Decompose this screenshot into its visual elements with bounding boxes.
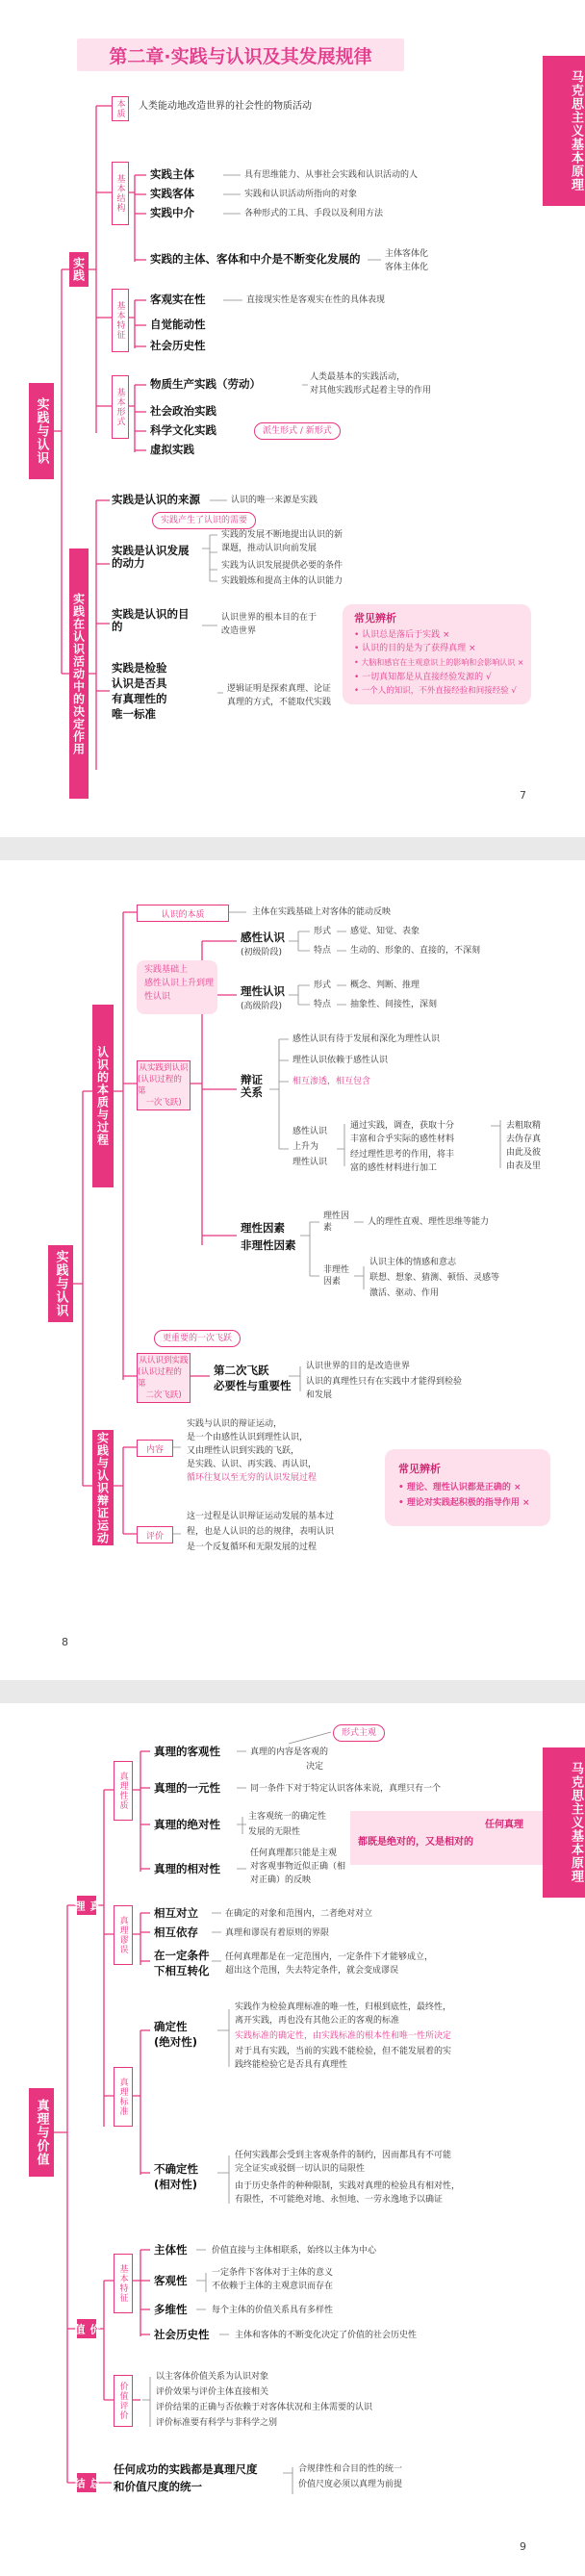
truth-unity: 真理的一元性 xyxy=(154,1781,220,1795)
certain-desc-4: 对于具有实践，当前的实践不能检验，但不能发展着的实 xyxy=(235,2047,452,2056)
first-note-1: 实践基础上 xyxy=(144,965,189,975)
form-material-desc-1: 人类最基本的实践活动， xyxy=(310,372,406,382)
branch-truth: 真理 xyxy=(77,1896,96,1915)
uncertain-desc-1: 任何实践都会受到主客观条件的制约，因而都具有不可能 xyxy=(235,2151,452,2160)
purpose: 实践是认识的目的 xyxy=(112,607,190,633)
analysis-line-2: • 认识的目的是为了获得真理 × xyxy=(354,644,476,653)
second-leap-note: 更重要的一次飞跃 xyxy=(154,1330,241,1347)
te-transform-desc-2: 超出这个范围，失去特定条件，就会变成谬误 xyxy=(225,1966,399,1976)
perceptual-feature-label: 特点 xyxy=(314,946,332,956)
rational-feature: 抽象性、间接性，深刻 xyxy=(350,1000,438,1009)
eval-3: 是一个反复循环和无限发展的过程 xyxy=(187,1543,318,1552)
truth-relative: 真理的相对性 xyxy=(154,1862,220,1875)
branch-decisive-role: 实践在认识活动中的决定作用 xyxy=(69,548,89,799)
standard-desc-1: 逻辑证明是探索真理、论证 xyxy=(227,684,332,694)
label-value-features: 基本特征 xyxy=(114,2254,133,2313)
label-content: 内容 xyxy=(137,1440,173,1457)
value-eval-1: 以主客体价值关系为认识对象 xyxy=(156,2372,269,2382)
truth-rel-note xyxy=(350,1811,543,1865)
truth-rel-desc-1: 任何真理都只能是主观 xyxy=(250,1849,338,1858)
up-right-2: 去伪存真 xyxy=(506,1135,542,1144)
factors-1: 理性因素 xyxy=(241,1221,285,1235)
label-truth-nature: 真理性质 xyxy=(114,1761,133,1821)
rational-feature-label: 特点 xyxy=(314,1000,332,1009)
power-desc-2: 课题，推动认识向前发展 xyxy=(221,544,318,553)
analysis-title-p2: 常见辨析 xyxy=(398,1463,441,1475)
analysis-note-p1 xyxy=(343,604,531,704)
value-subjectivity-desc: 价值直接与主体相联系，始终以主体为中心 xyxy=(212,2246,377,2256)
summary-desc-2: 价值尺度必须以真理为前提 xyxy=(298,2480,403,2489)
root-practice-cognition-p2: 实践与认识 xyxy=(48,1245,73,1322)
up-4: 富的感性材料进行加工 xyxy=(350,1163,438,1173)
uncertain-desc-2: 完全证实或驳倒一切认识的局限性 xyxy=(235,2164,366,2174)
branch-essence-process: 认识的本质与过程 xyxy=(92,1005,114,1187)
page-9 xyxy=(0,1703,585,2576)
certain-desc-1: 实践作为检验真理标准的唯一性，归根到底性，最终性， xyxy=(235,2002,452,2012)
truth-unity-desc: 同一条件下对于特定认识客体来说，真理只有一个 xyxy=(250,1784,442,1794)
value-obj-desc-1: 一定条件下客体对于主体的意义 xyxy=(212,2268,334,2278)
value-eval-2: 评价效果与评价主体直接相关 xyxy=(156,2387,269,2397)
form-virtual: 虚拟实践 xyxy=(150,443,194,456)
truth-rel-desc-2: 对客观事物近似正确（相 xyxy=(250,1862,346,1872)
label-features: 基本特征 xyxy=(112,289,129,352)
te-opposed-desc: 在确定的对象和范围内，二者绝对对立 xyxy=(225,1909,373,1919)
power-desc-1: 实践的发展不断地提出认识的新 xyxy=(221,530,343,540)
first-note-3: 性认识 xyxy=(144,992,171,1002)
value-history: 社会历史性 xyxy=(154,2328,210,2341)
source: 实践是认识的来源 xyxy=(112,493,200,506)
value-eval-3: 评价结果的正确与否依赖于对客体状况和主体需要的认识 xyxy=(156,2403,373,2412)
factor-rational: 理性因素 xyxy=(323,1211,350,1233)
eval-1: 这一过程是认识辩证运动发展的基本过 xyxy=(187,1512,335,1521)
content-3: 又由理性认识到实践的飞跃， xyxy=(187,1446,300,1456)
analysis-line-4: • 一切真知都是从直接经验发源的 √ xyxy=(354,673,492,682)
first-leap-box: 从实践到认识 (认识过程的第 一次飞跃) xyxy=(137,1060,191,1110)
second-desc-2: 认识的真理性只有在实践中才能得到检验 xyxy=(306,1377,463,1387)
uncertain-1: 不确定性 xyxy=(154,2162,198,2176)
feature-objective: 客观实在性 xyxy=(150,293,206,306)
summary-desc-1: 合规律性和合目的性的统一 xyxy=(298,2464,403,2474)
value-multi: 多维性 xyxy=(154,2303,188,2316)
label-evaluation: 评价 xyxy=(137,1526,173,1543)
form-material: 物质生产实践（劳动） xyxy=(150,377,261,391)
certain-1: 确定性 xyxy=(154,2020,188,2033)
power-desc-3: 实践为认识发展提供必要的条件 xyxy=(221,561,343,571)
up-2: 丰富和合乎实际的感性材料 xyxy=(350,1135,455,1144)
branch-dialectic-movement: 实践与认识辩证运动 xyxy=(92,1430,114,1545)
perceptual-form: 感觉、知觉、表象 xyxy=(350,927,420,936)
te-opposed: 相互对立 xyxy=(154,1906,198,1920)
mediator: 实践中介 xyxy=(150,206,194,219)
decide-label: 决定 xyxy=(306,1762,324,1772)
summary-title-1: 任何成功的实践都是真理尺度 xyxy=(114,2462,258,2476)
analysis-line-1: • 认识总是落后于实践 × xyxy=(354,630,450,640)
subject-desc: 具有思维能力、从事社会实践和认识活动的人 xyxy=(244,170,419,180)
perceptual: 感性认识 xyxy=(241,931,285,944)
analysis-p2-line-2: • 理论对实践起积极的指导作用 × xyxy=(398,1498,530,1508)
side-tab-p3: 马克思主义基本原理 xyxy=(543,1747,585,1898)
truth-absolute: 真理的绝对性 xyxy=(154,1818,220,1831)
factor-irr-desc-1: 认识主体的情感和意志 xyxy=(369,1258,457,1267)
te-dependent-desc: 真理和谬误有着原则的界限 xyxy=(225,1928,330,1938)
standard-4: 唯一标准 xyxy=(112,707,156,721)
truth-objectivity: 真理的客观性 xyxy=(154,1745,220,1758)
truth-abs-desc-2: 发展的无限性 xyxy=(248,1827,301,1837)
certain-desc-5: 践终能检验它是否具有真理性 xyxy=(235,2060,348,2070)
value-obj-desc-2: 不依赖于主体的主观意识而存在 xyxy=(212,2282,334,2291)
mediator-desc: 各种形式的工具、手段以及利用方法 xyxy=(244,209,384,218)
label-cognition-essence: 认识的本质 xyxy=(137,905,229,922)
second-desc-1: 认识世界的目的是改造世界 xyxy=(306,1362,411,1371)
dialectic-relation: 辩证关系 xyxy=(241,1073,263,1099)
truth-rel-note2: 任何真理 xyxy=(485,1820,523,1830)
rational-sub: (高级阶段) xyxy=(241,1002,283,1011)
factor-rational-desc: 人的理性直观、理性思维等能力 xyxy=(368,1217,490,1227)
analysis-title: 常见辨析 xyxy=(354,612,396,625)
value-objectivity: 客观性 xyxy=(154,2274,188,2287)
relation: 实践的主体、客体和中介是不断变化发展的 xyxy=(150,252,361,266)
branch-practice: 实践 xyxy=(69,252,89,287)
certain-desc-2: 离开实践，再也没有其他公正的客观的标准 xyxy=(235,2016,400,2026)
uncertain-desc-4: 有限性，不可能绝对地、永恒地、一劳永逸地予以确证 xyxy=(235,2195,444,2205)
up-right-3: 由此及彼 xyxy=(506,1148,542,1158)
up-label-1: 感性认识 xyxy=(292,1127,328,1136)
factor-irr-desc-2: 联想、想象、猜测、顿悟、灵感等 xyxy=(369,1273,500,1283)
side-tab: 马克思主义基本原理 xyxy=(543,56,585,206)
feature-conscious: 自觉能动性 xyxy=(150,318,206,331)
form-derived-note: 派生形式 / 新形式 xyxy=(254,422,341,440)
second-desc-3: 和发展 xyxy=(306,1390,333,1400)
content-2: 是一个由感性认识到理性认识， xyxy=(187,1433,309,1442)
up-1: 通过实践，调查，获取十分 xyxy=(350,1121,455,1131)
up-right-4: 由表及里 xyxy=(506,1161,542,1171)
branch-value: 价值 xyxy=(77,2319,96,2338)
up-label-3: 理性认识 xyxy=(292,1158,328,1167)
truth-abs-desc-1: 主客观统一的确定性 xyxy=(248,1812,327,1822)
standard-3: 有真理性的 xyxy=(112,692,167,705)
chapter-title: 第二章·实践与认识及其发展规律 xyxy=(109,45,372,67)
certain-desc-3: 实践标准的确定性，由实践标准的根本性和唯一性所决定 xyxy=(235,2031,452,2041)
content-1: 实践与认识的辩证运动， xyxy=(187,1419,283,1429)
te-transform-1: 在一定条件 xyxy=(154,1949,210,1962)
perceptual-sub: (初级阶段) xyxy=(241,948,283,957)
relation-desc-1: 主体客体化 xyxy=(385,249,429,259)
analysis-p2-line-1: • 理论、理性认识都是正确的 × xyxy=(398,1483,521,1492)
dialectic-3: 相互渗透，相互包含 xyxy=(292,1077,371,1086)
form-political: 社会政治实践 xyxy=(150,404,216,418)
value-subjectivity: 主体性 xyxy=(154,2243,188,2257)
purpose-desc-2: 改造世界 xyxy=(221,626,257,636)
page-number: 7 xyxy=(520,789,526,802)
dialectic-2: 理性认识依赖于感性认识 xyxy=(292,1056,389,1065)
dialectic-1: 感性认识有待于发展和深化为理性认识 xyxy=(292,1034,441,1044)
up-3: 经过理性思考的作用，将丰 xyxy=(350,1150,455,1160)
label-value-evaluation: 价值评价 xyxy=(114,2375,133,2427)
feature-social: 社会历史性 xyxy=(150,339,206,352)
uncertain-2: (相对性) xyxy=(154,2178,198,2191)
analysis-line-3: • 大脑和感官在主观意识上的影响和会影响认识 × xyxy=(354,658,524,667)
second-title-2: 必要性与重要性 xyxy=(214,1379,292,1392)
label-structure: 基本结构 xyxy=(112,162,129,225)
second-title-1: 第二次飞跃 xyxy=(214,1364,269,1377)
purpose-desc-1: 认识世界的根本目的在于 xyxy=(221,613,318,623)
value-history-desc: 主体和客体的不断变化决定了价值的社会历史性 xyxy=(235,2331,418,2340)
root-practice-cognition: 实践与认识 xyxy=(29,383,54,479)
root-truth-value: 真理与价值 xyxy=(29,2088,54,2177)
first-note-2: 感性认识上升到理 xyxy=(144,979,215,988)
label-essence: 本质 xyxy=(112,96,129,121)
source-desc: 认识的唯一来源是实践 xyxy=(231,496,318,505)
form-subjective-oval: 形式主观 xyxy=(333,1724,385,1742)
label-truth-error: 真理谬误 xyxy=(114,1905,133,1965)
factor-irr-desc-3: 激活、驱动、作用 xyxy=(369,1288,440,1298)
form-science: 科学文化实践 xyxy=(150,423,216,437)
power: 实践是认识发展的动力 xyxy=(112,544,190,570)
form-material-desc-2: 对其他实践形式起着主导的作用 xyxy=(310,386,432,395)
certain-2: (绝对性) xyxy=(154,2035,198,2049)
eval-2: 程，也是人认识的总的规律，表明认识 xyxy=(187,1527,335,1537)
truth-objectivity-desc: 真理的内容是客观的 xyxy=(250,1747,329,1757)
value-multi-desc: 每个主体的价值关系具有多样性 xyxy=(212,2306,334,2315)
rational-form: 概念、判断、推理 xyxy=(350,981,420,990)
standard-2: 认识是否具 xyxy=(112,676,167,690)
standard-1: 实践是检验 xyxy=(112,661,167,675)
second-leap-box: 从认识到实践 (认识过程的第 二次飞跃) xyxy=(137,1353,191,1403)
essence-text: 人类能动地改造世界的社会性的物质活动 xyxy=(139,101,312,112)
relation-desc-2: 客体主体化 xyxy=(385,263,429,272)
factor-irrational: 非理性因素 xyxy=(323,1265,350,1287)
truth-rel-desc-3: 对正确）的反映 xyxy=(250,1875,312,1885)
summary-title-2: 和价值尺度的统一 xyxy=(114,2480,202,2493)
page-7 xyxy=(0,0,585,837)
content-4: 是实践、认识、再实践、再认识， xyxy=(187,1460,318,1469)
truth-rel-note-text: 都既是绝对的，又是相对的 xyxy=(358,1837,473,1848)
branch-summary: 总结 xyxy=(77,2473,96,2492)
perceptual-feature: 生动的、形象的、直接的，不深刻 xyxy=(350,946,481,956)
uncertain-desc-3: 由于历史条件的种种限制，实践对真理的检验具有相对性， xyxy=(235,2181,461,2191)
value-eval-4: 评价标准要有科学与非科学之别 xyxy=(156,2418,278,2428)
cognition-essence-text: 主体在实践基础上对客体的能动反映 xyxy=(252,907,392,917)
rational: 理性认识 xyxy=(241,984,285,998)
source-note: 实践产生了认识的需要 xyxy=(152,512,256,529)
te-dependent: 相互依存 xyxy=(154,1926,198,1939)
page-number-p2: 8 xyxy=(62,1636,68,1648)
first-leap-note xyxy=(137,960,217,1014)
te-transform-2: 下相互转化 xyxy=(154,1964,210,1977)
label-truth-standard: 真理标准 xyxy=(114,2067,133,2127)
up-right-1: 去粗取精 xyxy=(506,1121,542,1131)
te-transform-desc-1: 任何真理都是在一定范围内，一定条件下才能够成立， xyxy=(225,1952,434,1962)
object: 实践客体 xyxy=(150,187,194,200)
rational-form-label: 形式 xyxy=(314,981,332,990)
subject: 实践主体 xyxy=(150,167,194,181)
label-forms: 基本形式 xyxy=(112,375,129,439)
up-label-2: 上升为 xyxy=(292,1142,319,1152)
analysis-line-5: • 一个人的知识，不外直接经验和间接经验 √ xyxy=(354,686,517,696)
power-desc-4: 实践锻炼和提高主体的认识能力 xyxy=(221,576,343,586)
content-5: 循环往复以至无穷的认识发展过程 xyxy=(187,1473,318,1483)
standard-desc-2: 真理的方式，不能取代实践 xyxy=(227,698,332,707)
perceptual-form-label: 形式 xyxy=(314,927,332,936)
p2-connectors xyxy=(0,860,585,1680)
page-8 xyxy=(0,860,585,1680)
page-number-p3: 9 xyxy=(520,2540,526,2553)
object-desc: 实践和认识活动所指向的对象 xyxy=(244,190,358,199)
analysis-note-p2 xyxy=(385,1449,550,1526)
feature-objective-desc: 直接现实性是客观实在性的具体表现 xyxy=(246,295,386,305)
factors-2: 非理性因素 xyxy=(241,1238,296,1252)
